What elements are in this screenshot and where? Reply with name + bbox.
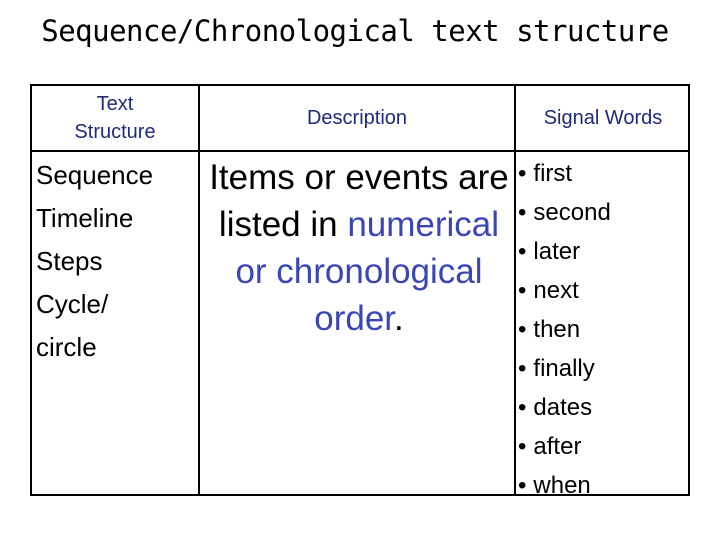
slide-title: Sequence/Chronological text structure xyxy=(41,14,669,48)
bullet-icon: • xyxy=(518,394,527,421)
bullet-icon: • xyxy=(518,238,527,265)
bullet-icon: • xyxy=(518,433,527,460)
list-item: • finally xyxy=(518,355,595,382)
bullet-icon: • xyxy=(518,160,527,187)
list-item: • when xyxy=(518,472,591,499)
text-structure-item: Cycle/ xyxy=(36,289,109,319)
text-structure-item: Steps xyxy=(36,246,103,276)
header-signal-words: Signal Words xyxy=(543,107,663,129)
description-main: Items or events are listed in xyxy=(209,158,509,244)
header-text-structure: Text Structure xyxy=(74,93,156,143)
bullet-icon: • xyxy=(518,277,527,304)
list-item: • second xyxy=(518,199,611,226)
list-item: • next xyxy=(518,277,579,304)
signal-words-list xyxy=(518,154,686,505)
list-item: • later xyxy=(518,238,581,265)
description-highlight: numerical or chronological order xyxy=(235,205,500,338)
list-item: • first xyxy=(518,160,573,187)
text-structure-item: Sequence xyxy=(36,160,154,190)
text-structure-item: circle xyxy=(36,332,97,362)
header-divider xyxy=(32,150,688,152)
description-text xyxy=(202,154,516,342)
description-period: . xyxy=(394,299,404,338)
bullet-icon: • xyxy=(518,316,527,343)
text-structure-item: Timeline xyxy=(36,203,134,233)
list-item: • after xyxy=(518,433,582,460)
list-item: • dates xyxy=(518,394,593,421)
text-structure-list xyxy=(36,154,196,369)
bullet-icon: • xyxy=(518,472,527,499)
bullet-icon: • xyxy=(518,199,527,226)
header-description: Description xyxy=(306,107,408,129)
bullet-icon: • xyxy=(518,355,527,382)
list-item: • then xyxy=(518,316,581,343)
text-structure-table xyxy=(30,84,690,499)
